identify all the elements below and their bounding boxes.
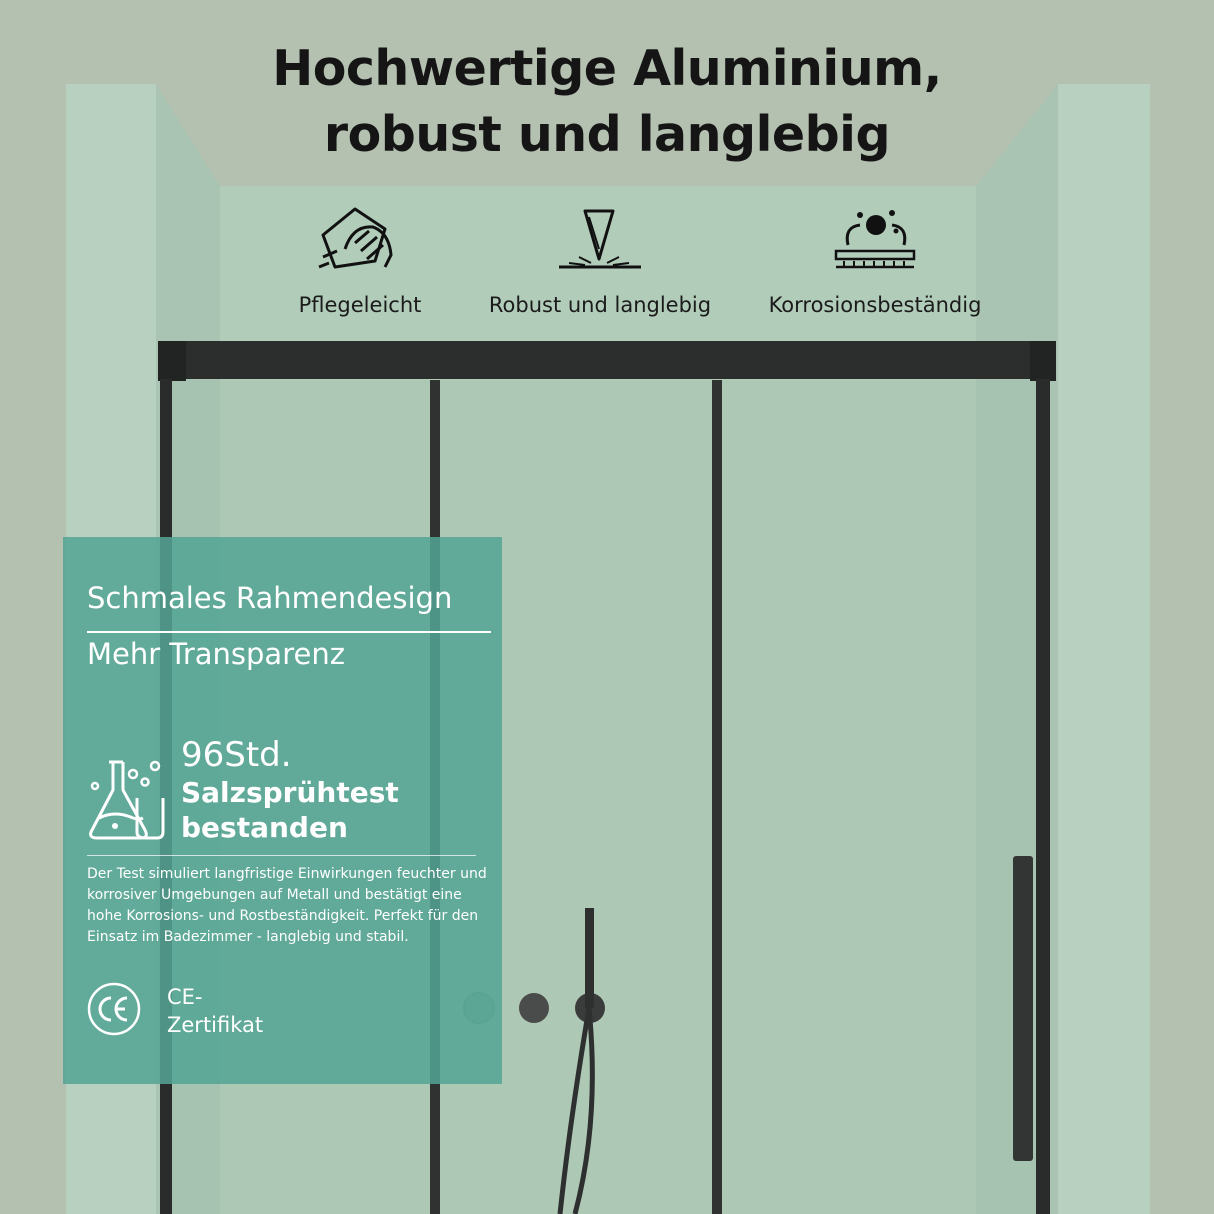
ce-mark-icon bbox=[87, 982, 141, 1036]
test-hours: 96Std. bbox=[181, 735, 292, 775]
impact-resistant-icon bbox=[555, 205, 645, 275]
ce-certificate bbox=[167, 983, 263, 1039]
headline-line-1: Hochwertige Aluminium, bbox=[272, 40, 942, 97]
feature-label: Robust und langlebig bbox=[488, 293, 712, 317]
salt-spray-test bbox=[181, 735, 399, 845]
feature-robust bbox=[460, 205, 740, 317]
feature-easy-care bbox=[220, 205, 500, 317]
divider bbox=[87, 631, 491, 633]
feature-corrosion-resistant bbox=[735, 205, 1015, 317]
headline-line-2: robust und langlebig bbox=[323, 106, 891, 163]
test-name: Salzsprühtest bbox=[181, 776, 399, 809]
corrosion-resistant-icon bbox=[830, 205, 920, 275]
cleaning-cloth-icon bbox=[315, 205, 405, 275]
headline bbox=[0, 36, 1214, 168]
info-panel bbox=[63, 537, 502, 1084]
cert-line-1: CE- bbox=[167, 985, 203, 1009]
cert-line-2: Zertifikat bbox=[167, 1013, 264, 1037]
feature-label: Korrosionsbeständig bbox=[768, 293, 982, 317]
panel-title: Schmales Rahmendesign bbox=[87, 581, 453, 615]
test-result: bestanden bbox=[181, 811, 348, 844]
divider bbox=[87, 855, 476, 856]
lab-flask-icon bbox=[85, 752, 167, 842]
feature-label: Pflegeleicht bbox=[298, 293, 422, 317]
panel-subtitle: Mehr Transparenz bbox=[87, 637, 345, 671]
test-description: Der Test simuliert langfristige Einwirkungen feuchter und korrosiver Umgebungen auf Metall und bestätigt eine hohe Korrosions- und Rostbeständigkeit. Perfekt für den Einsatz im Badezimmer - langlebig und stabil. bbox=[87, 866, 487, 945]
